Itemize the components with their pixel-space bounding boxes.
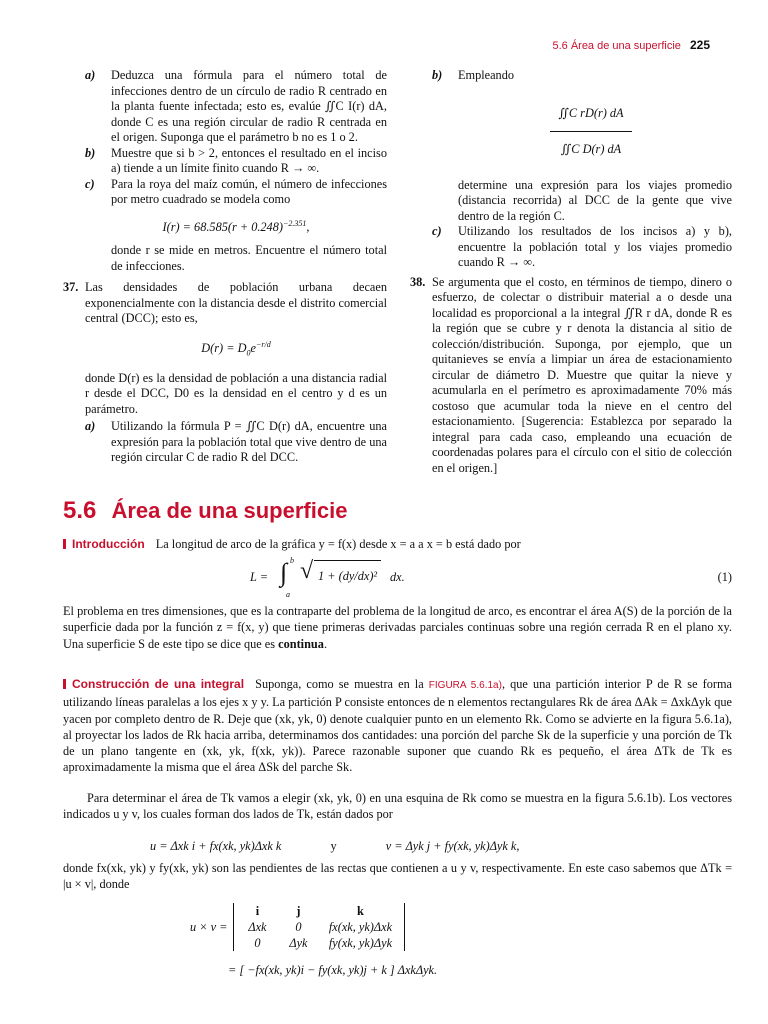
equation-v: v = Δyk j + fy(xk, yk)Δyk k, [385,839,520,853]
det-cell: i [255,904,260,918]
exercise-37 [63,280,387,327]
item-text: Empleando [458,68,515,82]
exercise-36c [85,177,387,208]
paragraph-cross [63,860,732,893]
equation-I-exponent: −2.351 [282,218,307,228]
equation-D-base: D(r) = D [201,340,247,355]
equation-L-dx: dx. [390,570,405,584]
page-number: 225 [689,38,710,52]
section-number: 5.6 [63,497,97,524]
exercise-37b [432,68,732,84]
det-cell: j [296,904,301,918]
determinant-lhs: u × v = [190,919,228,934]
item-text: Muestre que si b > 2, entonces el resultado en el inciso a) tiende a un límite finito cuando R → ∞. [111,145,387,175]
equation-determinant [190,903,405,951]
left-column [63,68,387,466]
det-cell: k [357,904,364,918]
figure-reference[interactable]: FIGURA 5.6.1a) [428,680,502,691]
integral-upper-limit: b [290,556,294,565]
construction-text-a: Suponga, como se muestra en la [255,677,424,691]
section-heading [63,497,347,525]
item-text: Deduzca una fórmula para el número total de infecciones dentro de un círculo de radio R centrado en la planta fuente infectada; esto es, evalúe ∬C I(r) dA, donde C es una región circular de radio R centrada en el origen. Suponga que el parámetro b no es 1 o 2. [111,68,387,144]
equation-D-exponent: −r/d [255,339,271,349]
after-equation-D: donde D(r) es la densidad de población a una distancia radial r desde el DCC, D0 es la densidad en el centro y d es un parámetro. [85,370,387,416]
equation-arc-length [250,556,732,600]
exercise-text: Se argumenta que el costo, en términos de tiempo, dinero o esfuerzo, de colectar o distribuir material a o desde una localidad es proporcional a la integral ∬R r dA, donde R es la región que se cubre y r denota la distancia al sitio de colección/distribución. Suponga, por ejemplo, que un quitanieves se envía a limpiar un área de estacionamiento circular de diámetro D. Muestre que quitar la nieve y acumularla en el perímetro es aproximadamente 70% más costoso que acumular toda la nieve en el centro del estacionamiento. [Sugerencia: Establezca por separado la integral para cada caso, empleando una ecuación de coordenadas polares para el círculo con el sitio de colección en el origen.] [432,274,732,475]
header-section-title: 5.6 Área de una superficie [552,40,681,52]
exercise-text: Las densidades de población urbana decaen exponencialmente con la distancia desde el distrito comercial central (DCC); esto es, [85,280,387,326]
right-column [410,68,732,476]
equation-u: u = Δxk i + fx(xk, yk)Δxk k [150,839,282,853]
item-label: c) [85,176,95,191]
intro-text: La longitud de arco de la gráfica y = f(x) desde x = a a x = b está dado por [155,537,521,551]
det-cell: 0 [254,936,261,950]
fraction-denominator: ∬C D(r) dA [560,142,622,156]
paragraph-surface: El problema en tres dimensiones, que es la contraparte del problema de la longitud de arco, es encontrar el área A(S) de la porción de la superficie dada por la función z = f(x, y) que tiene primeras derivadas parciales continuas sobre una región cerrada R en el plano xy. Una superficie S de este tipo se dice que es continua. [63,604,732,651]
item-label: b) [432,68,443,82]
item-text: Para la roya del maíz común, el número de infecciones por metro cuadrado se modela como [111,176,387,206]
item-text: Utilizando los resultados de los incisos a) y b), encuentre la población total y los viajes promedio cuando R → ∞. [458,224,732,269]
equation-I-base: I(r) = 68.585(r + 0.248) [162,219,283,234]
exercise-38 [410,275,732,477]
det-cell: Δxk [248,920,267,934]
equation-L-lhs: L = [250,570,268,584]
exercise-37c [432,224,732,271]
fraction-numerator: ∬C rD(r) dA [550,92,631,133]
head-marker [63,679,66,689]
fraction-display [450,92,732,172]
exercise-36b [85,146,387,177]
exercise-number: 37. [63,280,79,295]
paragraph-vectors [63,790,732,823]
after-equation-I: donde r se mide en metros. Encuentre el número total de infecciones. [111,243,387,273]
sqrt-sign: √ [300,558,314,584]
integral-sign: ∫ [280,558,288,587]
item-label: b) [85,145,96,160]
det-cell: Δyk [289,936,308,950]
equation-conjunction: y [330,839,337,853]
determinant-matrix [233,903,405,951]
det-cell: fy(xk, yk)Δyk [328,936,393,950]
exercise-36a [85,68,387,146]
running-header [552,38,710,53]
equation-L-inner: 1 + (dy/dx)² [314,560,381,584]
equation-D [85,337,387,361]
equation-I: $I(r) = 68.585(r + 0.248)^{-2.351}$, [162,218,310,234]
det-cell: fx(xk, yk)Δxk [328,920,393,934]
equation-vectors [150,839,650,854]
exercise-37b-after: determine una expresión para los viajes promedio (distancia recorrida) al DCC de la gente que vive dentro de la región C. [458,177,732,223]
term-continua: continua [278,636,324,651]
item-label: c) [432,224,442,238]
paragraph-text: Para determinar el área de Tk vamos a elegir (xk, yk, 0) en una esquina de Rk como se muestra en la figura 5.6.1b). Los vectores indicados u y v, los cuales forman dos lados de Tk, están dados por [63,791,732,822]
construction-heading: Construcción de una integral [72,677,245,691]
paragraph-text: El problema en tres dimensiones, que es la contraparte del problema de la longitud de arco, es encontrar el área A(S) de la porción de la superficie dada por la función z = f(x, y) que tiene primeras derivadas parciales continuas sobre una región cerrada R en el plano xy. Una superficie S de este tipo se dice que es [63,604,732,651]
intro-heading: Introducción [72,537,145,551]
head-marker [63,539,66,549]
construction-text-b: , que una partición interior P de R se forma utilizando líneas paralelas a los ejes x y y. La partición P consiste entonces de n elementos rectangulares Rk de área ΔAk = ΔxkΔyk que yacen por completo dentro de R. Deje que (xk, yk, 0) denote cualquier punto en un elemento Rk. Como se advierte en la figura 5.6.1a), al proyectar los lados de Rk hacia arriba, determinamos dos cantidades: una porción del parche Sk de la superficie y una porción de Tk de un plano tangente en (xk, yk, f(xk, yk)). Parece razonable suponer que cuando Rk es pequeño, el área ΔTk de Tk es aproximadamente la misma que el área ΔSk del parche Sk. [63,677,732,775]
det-cell: 0 [295,920,302,934]
item-label: a) [85,419,96,434]
exercise-number: 38. [410,274,426,289]
exercise-37a [85,419,387,466]
equation-D-sub: 0 [246,348,251,358]
paragraph-text: donde fx(xk, yk) y fy(xk, yk) son las pendientes de las rectas que contienen a u y v, respectivamente. En este caso sabemos que ΔTk = |u × v|, donde [63,861,732,892]
equation-cross-result: = [ −fx(xk, yk)i − fy(xk, yk)j + k ] ΔxkΔyk. [228,963,438,977]
item-text: Utilizando la fórmula P = ∬C D(r) dA, encuentre una expresión para la población total que vive dentro de una región circular C de radio R del DCC. [111,419,387,465]
construction-paragraph [63,676,732,776]
intro-paragraph [63,536,732,552]
item-label: a) [85,68,96,82]
equation-D-e: e [250,340,256,355]
equation-number: (1) [717,570,732,584]
integral-lower-limit: a [286,590,290,599]
section-title: Área de una superficie [111,498,348,523]
